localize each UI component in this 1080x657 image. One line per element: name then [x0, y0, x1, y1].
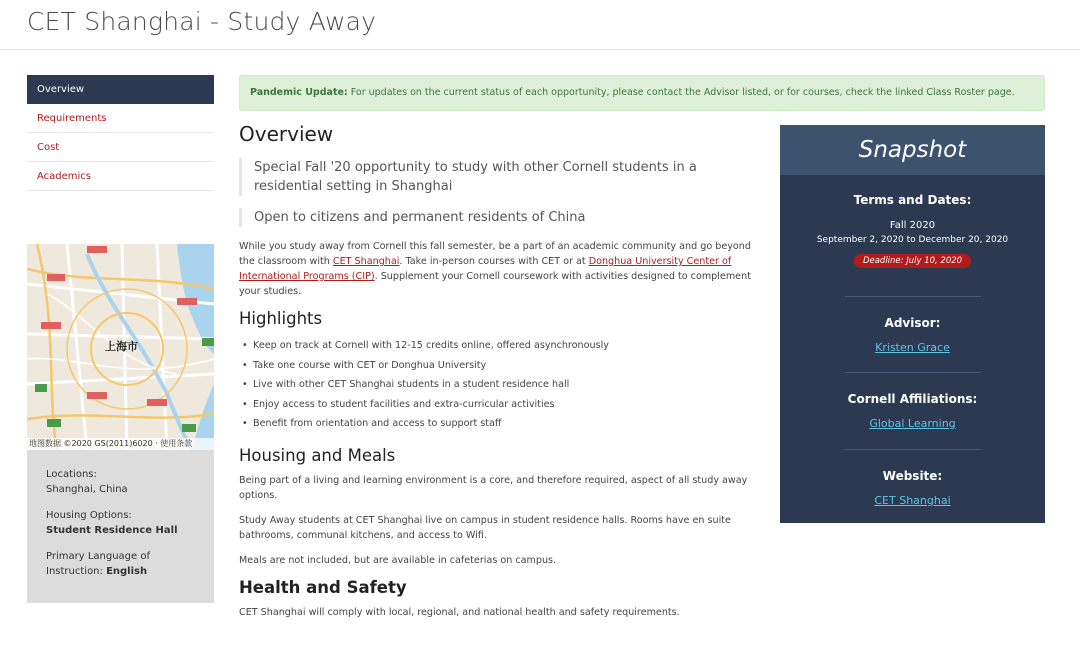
side-navigation — [27, 75, 214, 191]
site-header — [0, 0, 1080, 50]
list-item: • Enjoy access to student facilities and extra-curricular activities — [239, 395, 769, 415]
advisor-label: Advisor: — [884, 316, 941, 330]
page-title: CET Shanghai - Study Away — [27, 7, 377, 36]
website-label: Website: — [882, 469, 943, 483]
terms-section — [780, 175, 1045, 296]
location-map[interactable] — [27, 244, 214, 450]
map-city-label: 上海市 — [105, 340, 138, 353]
health-paragraph: CET Shanghai will comply with local, regional, and national health and safety requirements. — [239, 606, 680, 618]
list-item: • Benefit from orientation and access to support staff — [239, 414, 769, 434]
main-content — [239, 122, 769, 630]
affiliations-section — [780, 373, 1045, 449]
highlights-heading: Highlights — [239, 309, 323, 328]
language-value: English — [106, 566, 148, 577]
health-heading: Health and Safety — [239, 577, 407, 597]
sidebar-item-cost[interactable]: Cost — [27, 133, 214, 162]
donghua-cip-link[interactable]: Donghua University Center of International Programs (CIP) — [239, 256, 732, 282]
term-dates: September 2, 2020 to December 20, 2020 — [816, 235, 1009, 245]
language-label-line2: Instruction: — [46, 566, 103, 577]
overview-heading: Overview — [239, 122, 334, 146]
highlights-list — [239, 336, 769, 434]
housing-label: Housing Options: — [46, 510, 132, 521]
affiliations-label: Cornell Affiliations: — [847, 392, 978, 406]
locations-value: Shanghai, China — [46, 484, 128, 495]
list-item: • Keep on track at Cornell with 12-15 credits online, offered asynchronously — [239, 336, 769, 356]
housing-info — [46, 508, 214, 538]
overview-quote-2: Open to citizens and permanent residents of China — [239, 208, 769, 227]
overview-quote-1: Special Fall '20 opportunity to study with other Cornell students in a residential setting in Shanghai — [239, 158, 769, 196]
sidebar-item-academics[interactable]: Academics — [27, 162, 214, 191]
overview-paragraph — [239, 239, 769, 299]
alert-heading: Pandemic Update: — [250, 87, 348, 98]
list-item: • Take one course with CET or Donghua University — [239, 356, 769, 376]
language-info — [46, 549, 214, 579]
map-attribution: 地图数据 ©2020 GS(2011)6020 · 使用条款 — [27, 438, 214, 450]
housing-paragraph-2: Study Away students at CET Shanghai live on campus in student residence halls. Rooms have en suite bathrooms, communal kitchens, and access to Wifi. — [239, 514, 731, 541]
website-section — [780, 450, 1045, 508]
overview-text-a: While you study away from Cornell this fall semester, be a part of an academic community and go beyond the classroom with — [239, 241, 751, 267]
sidebar-item-overview[interactable]: Overview — [27, 75, 214, 104]
program-info-box — [27, 450, 214, 603]
locations-label: Locations: — [46, 469, 97, 480]
terms-label: Terms and Dates: — [853, 193, 972, 207]
housing-value: Student Residence Hall — [46, 525, 178, 536]
cet-shanghai-link[interactable]: CET Shanghai — [332, 256, 400, 267]
list-item: • Live with other CET Shanghai students in a student residence hall — [239, 375, 769, 395]
locations-info — [46, 467, 214, 497]
advisor-section — [780, 297, 1045, 372]
snapshot-panel — [780, 125, 1045, 523]
housing-heading: Housing and Meals — [239, 445, 396, 465]
language-label-line1: Primary Language of — [46, 551, 150, 562]
overview-text-b: . Take in-person courses with CET or at — [399, 256, 589, 267]
overview-text-c: . Supplement your Cornell coursework with activities designed to complement your studies. — [239, 271, 751, 297]
alert-text: For updates on the current status of each opportunity, please contact the Advisor listed, or for courses, check the linked Class Roster page. — [350, 87, 1015, 98]
snapshot-title: Snapshot — [780, 125, 1045, 175]
housing-paragraph-3: Meals are not included, but are available in cafeterias on campus. — [239, 554, 557, 566]
sidebar-item-requirements[interactable]: Requirements — [27, 104, 214, 133]
advisor-link[interactable]: Kristen Grace — [875, 341, 950, 354]
housing-paragraph-1: Being part of a living and learning environment is a core, and therefore required, aspect of all study away options. — [239, 474, 748, 501]
deadline-badge: Deadline: July 10, 2020 — [854, 254, 971, 268]
website-link[interactable]: CET Shanghai — [874, 494, 951, 507]
pandemic-alert — [239, 75, 1045, 111]
affiliation-link[interactable]: Global Learning — [869, 417, 956, 430]
term-value: Fall 2020 — [889, 220, 936, 231]
